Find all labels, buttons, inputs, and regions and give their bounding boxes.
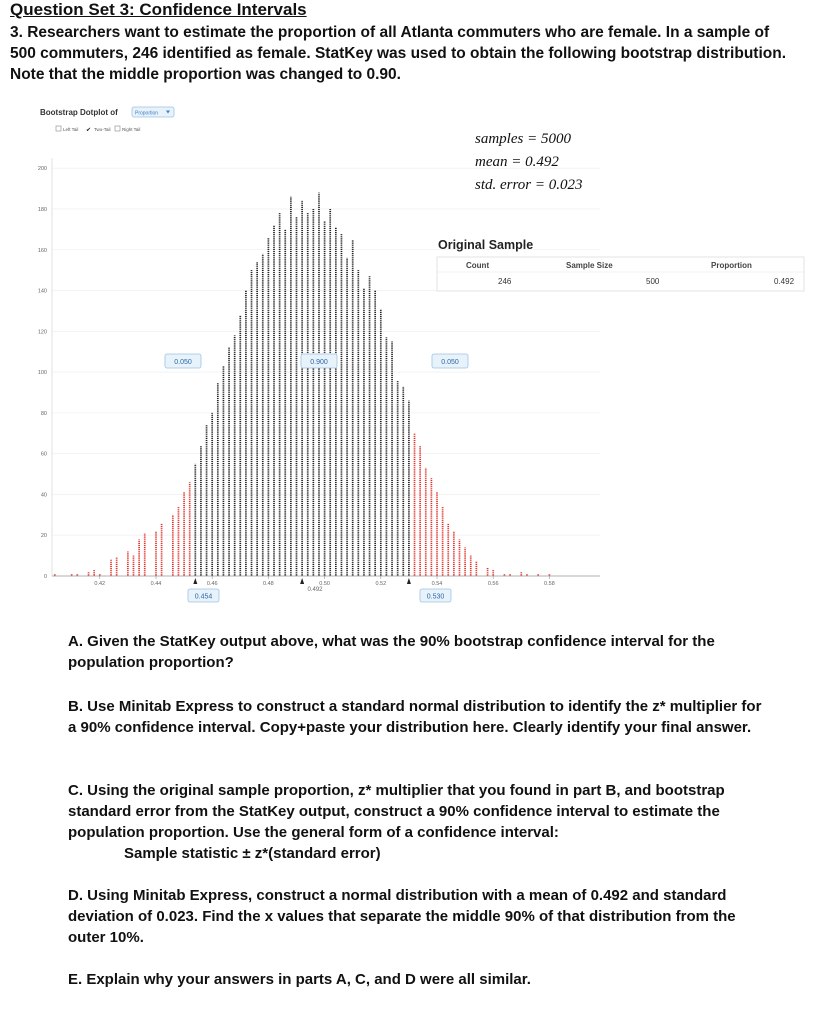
samples-stat: samples = 5000 xyxy=(475,131,571,147)
question-b: B. Use Minitab Express to construct a standard normal distribution to identify the z* multiplier for a 90% confidence interval. Copy+paste your distribution here. Clearly identify your final answer. xyxy=(68,698,762,736)
x-tick-label: 0.50 xyxy=(319,581,330,587)
problem-statement: 3. Researchers want to estimate the proportion of all Atlanta commuters who are female. In a sample of 500 commuters, 246 identified as female. StatKey was used to obtain the following bootstrap distribution. Note that the middle proportion was changed to 0.90. xyxy=(10,24,786,83)
x-tick-label: 0.48 xyxy=(263,581,274,587)
left-tail-proportion-box[interactable] xyxy=(165,354,201,368)
checkmark-icon: ✔ xyxy=(86,127,92,134)
y-tick-label: 80 xyxy=(40,410,47,417)
sample-size-value: 500 xyxy=(646,277,660,286)
left-tail-checkbox[interactable] xyxy=(56,126,61,131)
y-tick-label: 100 xyxy=(37,370,47,377)
y-tick-label: 120 xyxy=(37,329,47,336)
two-tail-option[interactable] xyxy=(86,127,111,134)
statistic-dropdown[interactable] xyxy=(132,107,174,117)
right-tail-proportion: 0.050 xyxy=(441,359,459,366)
right-tail-option[interactable] xyxy=(115,126,140,132)
sample-size-header: Sample Size xyxy=(566,261,613,270)
summary-stats xyxy=(475,131,583,193)
y-tick-label: 0 xyxy=(43,574,47,580)
x-tick-label: 0.44 xyxy=(150,581,162,587)
question-c xyxy=(68,780,768,864)
proportion-value: 0.492 xyxy=(774,277,795,286)
right-tail-proportion-box[interactable] xyxy=(432,354,468,368)
cutoff-marker-icon xyxy=(407,578,411,584)
ci-formula: Sample statistic ± z*(standard error) xyxy=(124,845,381,862)
x-tick-label: 0.42 xyxy=(94,581,106,587)
count-header: Count xyxy=(466,261,490,270)
question-c-text: C. Using the original sample proportion, z* multiplier that you found in part B, and bootstrap standard error from the StatKey output, construct a 90% confidence interval to estimate the population proportion. Use the general form of a confidence interval: xyxy=(68,782,725,841)
center-label: 0.492 xyxy=(307,587,323,593)
y-tick-label: 40 xyxy=(40,492,47,499)
dropdown-label: Proportion xyxy=(135,110,159,117)
statkey-bootstrap-figure xyxy=(0,100,826,620)
y-tick-label: 20 xyxy=(40,533,47,540)
lower-cutoff-box[interactable] xyxy=(188,589,219,602)
mean-stat: mean = 0.492 xyxy=(475,154,559,170)
question-set-title: Question Set 3: Confidence Intervals xyxy=(10,0,307,19)
std-error-stat: std. error = 0.023 xyxy=(475,177,583,193)
x-tick-labels xyxy=(94,576,554,587)
x-tick-label: 0.54 xyxy=(431,581,443,587)
question-e: E. Explain why your answers in parts A, C, and D were all similar. xyxy=(68,971,531,988)
y-tick-label: 200 xyxy=(37,166,47,173)
y-tick-label: 160 xyxy=(37,247,47,254)
right-tail-checkbox[interactable] xyxy=(115,126,120,131)
left-tail-option[interactable] xyxy=(56,126,78,132)
dotplot-header: Bootstrap Dotplot of xyxy=(40,108,118,117)
lower-cutoff-value: 0.454 xyxy=(194,593,213,601)
gridlines xyxy=(52,168,600,535)
left-tail-proportion: 0.050 xyxy=(174,359,192,366)
x-tick-label: 0.46 xyxy=(206,581,218,587)
two-tail-label: Two-Tail xyxy=(94,127,111,132)
y-tick-label: 60 xyxy=(40,451,47,458)
y-tick-label: 180 xyxy=(37,206,47,213)
middle-proportion-box[interactable] xyxy=(301,354,337,368)
proportion-header: Proportion xyxy=(711,261,752,270)
x-tick-label: 0.56 xyxy=(487,581,499,587)
count-value: 246 xyxy=(498,277,512,286)
x-tick-label: 0.58 xyxy=(544,581,555,587)
middle-proportion: 0.900 xyxy=(310,359,328,366)
center-marker-icon xyxy=(300,578,304,584)
x-tick-label: 0.52 xyxy=(375,581,387,587)
question-d: D. Using Minitab Express, construct a normal distribution with a mean of 0.492 and standard deviation of 0.023. Find the x values that separate the middle 90% of that distribution from the outer 10%. xyxy=(68,887,736,946)
y-tick-labels xyxy=(38,166,47,580)
question-a: A. Given the StatKey output above, what was the 90% bootstrap confidence interval for the population proportion? xyxy=(68,633,715,671)
original-sample-panel xyxy=(437,238,804,291)
right-tail-label: Right Tail xyxy=(122,127,141,132)
cutoff-marker-icon xyxy=(193,578,197,584)
y-tick-label: 140 xyxy=(37,288,47,295)
left-tail-label: Left Tail xyxy=(63,127,79,132)
original-sample-title: Original Sample xyxy=(438,238,534,252)
upper-cutoff-box[interactable] xyxy=(420,589,451,602)
upper-cutoff-value: 0.530 xyxy=(426,593,445,601)
